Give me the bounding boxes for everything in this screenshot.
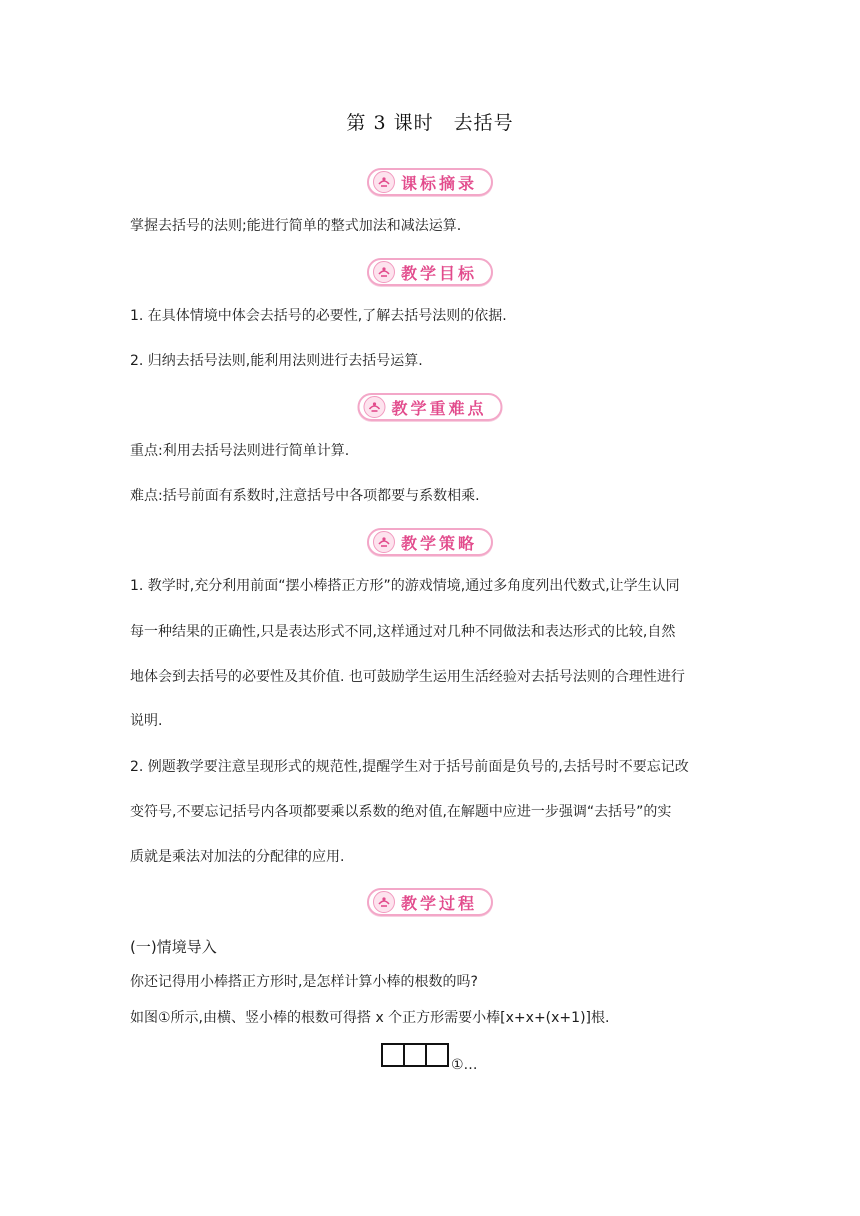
book-swirl-icon: [363, 396, 385, 418]
section-badge-keypoints: [357, 393, 502, 421]
strategy-line: 说明.: [130, 713, 163, 729]
standard-text: 掌握去括号的法则;能进行简单的整式加法和减法运算.: [130, 218, 462, 234]
lesson-title: 第 3 课时 去括号: [346, 112, 514, 134]
focus-text: 重点:利用去括号法则进行简单计算.: [130, 443, 350, 459]
section-badge-standard: [367, 168, 493, 196]
section-badge-label: 教学重难点: [391, 398, 487, 418]
objective-item: 2. 归纳去括号法则,能利用法则进行去括号运算.: [130, 353, 423, 369]
process-question: 你还记得用小棒搭正方形时,是怎样计算小棒的根数的吗?: [130, 974, 478, 990]
section-badge-strategy: [367, 528, 493, 556]
section-badge-label: 教学目标: [400, 263, 478, 283]
strategy-line: 地体会到去括号的必要性及其价值. 也可鼓励学生运用生活经验对去括号法则的合理性进行: [130, 669, 685, 685]
difficulty-text: 难点:括号前面有系数时,注意括号中各项都要与系数相乘.: [130, 488, 480, 504]
book-swirl-icon: [373, 261, 395, 283]
section-badge-label: 课标摘录: [400, 173, 478, 193]
section-badge-label: 教学过程: [400, 893, 478, 913]
stick-squares-figure: [380, 1042, 452, 1070]
book-swirl-icon: [373, 171, 395, 193]
process-statement: 如图①所示,由横、竖小棒的根数可得搭 x 个正方形需要小棒[x+x+(x+1)]根.: [130, 1010, 610, 1026]
book-swirl-icon: [373, 531, 395, 553]
section-badge-label: 教学策略: [400, 533, 478, 553]
book-swirl-icon: [373, 891, 395, 913]
strategy-line: 每一种结果的正确性,只是表达形式不同,这样通过对几种不同做法和表达形式的比较,自然: [130, 624, 676, 640]
strategy-line: 变符号,不要忘记括号内各项都要乘以系数的绝对值,在解题中应进一步强调“去括号”的实: [130, 804, 672, 820]
section-badge-process: [367, 888, 493, 916]
strategy-line: 1. 教学时,充分利用前面“摆小棒搭正方形”的游戏情境,通过多角度列出代数式,让学生认同: [130, 578, 680, 594]
objective-item: 1. 在具体情境中体会去括号的必要性,了解去括号法则的依据.: [130, 308, 507, 324]
process-heading: (一)情境导入: [130, 938, 217, 956]
section-badge-objectives: [367, 258, 493, 286]
strategy-line: 2. 例题教学要注意呈现形式的规范性,提醒学生对于括号前面是负号的,去括号时不要忘记改: [130, 759, 689, 775]
strategy-line: 质就是乘法对加法的分配律的应用.: [130, 849, 345, 865]
figure-label: ①…: [451, 1057, 478, 1073]
